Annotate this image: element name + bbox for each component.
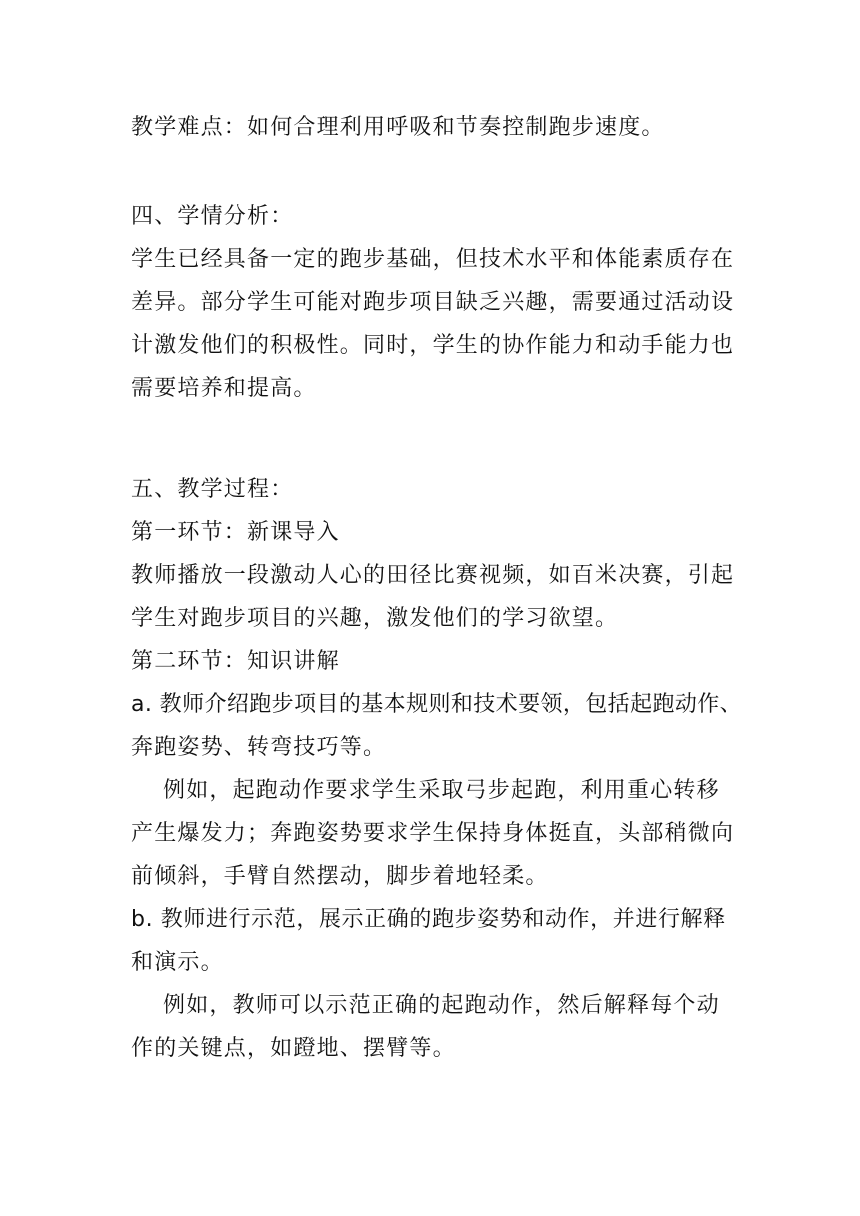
text-line: 前倾斜，手臂自然摆动，脚步着地轻柔。 [131, 864, 549, 889]
text-line: 需要培养和提高。 [131, 376, 317, 401]
subsection-heading: 第二环节：知识讲解 [131, 649, 340, 674]
text-line: 产生爆发力；奔跑姿势要求学生保持身体挺直，头部稍微向 [131, 821, 735, 846]
list-item-a: a. 教师介绍跑步项目的基本规则和技术要领，包括起跑动作、 [131, 692, 743, 717]
text-line: 作的关键点，如蹬地、摆臂等。 [131, 1036, 456, 1061]
text-line: 教师播放一段激动人心的田径比赛视频，如百米决赛，引起 [131, 563, 735, 588]
example-paragraph: 例如，教师可以示范正确的起跑动作，然后解释每个动 [163, 993, 720, 1018]
subsection-heading: 第一环节：新课导入 [131, 520, 340, 545]
list-item-b: b. 教师进行示范，展示正确的跑步姿势和动作，并进行解释 [131, 907, 726, 932]
text-line: 学生对跑步项目的兴趣，激发他们的学习欲望。 [131, 606, 619, 631]
text-line: 教学难点：如何合理利用呼吸和节奏控制跑步速度。 [131, 115, 665, 140]
section-heading: 四、学情分析： [131, 204, 294, 229]
text-line: 计激发他们的积极性。同时，学生的协作能力和动手能力也 [131, 333, 735, 358]
section-heading: 五、教学过程： [131, 477, 294, 502]
text-line: 学生已经具备一定的跑步基础，但技术水平和体能素质存在 [131, 247, 735, 272]
text-line: 奔跑姿势、转弯技巧等。 [131, 735, 387, 760]
example-paragraph: 例如，起跑动作要求学生采取弓步起跑，利用重心转移 [163, 778, 720, 803]
text-line: 和演示。 [131, 950, 224, 975]
text-line: 差异。部分学生可能对跑步项目缺乏兴趣，需要通过活动设 [131, 290, 735, 315]
